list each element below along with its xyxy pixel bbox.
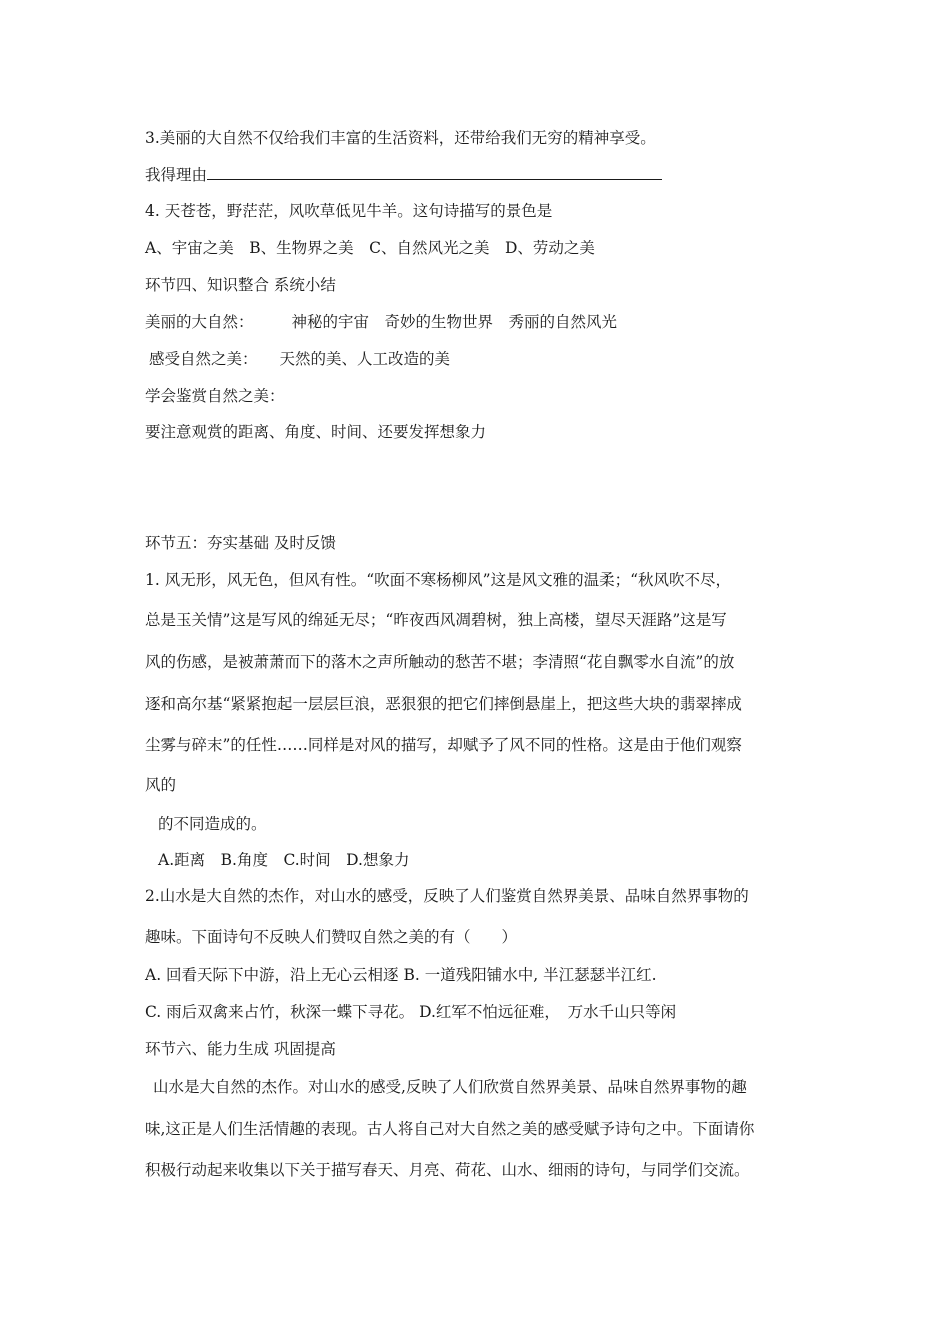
s6-line: 积极行动起来收集以下关于描写春天、月亮、荷花、山水、细雨的诗句，与同学们交流。: [145, 1161, 750, 1179]
summary-line-3: 学会鉴赏自然之美：: [145, 387, 285, 405]
summary-line-2: [149, 349, 450, 369]
q1-line: 风的: [145, 776, 177, 794]
q1-line: 1. 风无形，风无色，但风有性。“吹面不寒杨柳风”这是风文雅的温柔；“秋风吹不尽，: [145, 571, 731, 589]
question-4-options: A、宇宙之美 B、生物界之美 C、自然风光之美 D、劳动之美: [145, 239, 595, 257]
q1-line: 风的伤感，是被萧萧而下的落木之声所触动的愁苦不堪；李清照“花自飘零水自流”的放: [145, 653, 735, 671]
s6-line: 味,这正是人们生活情趣的表现。古人将自己对大自然之美的感受赋予诗句之中。下面请你: [145, 1120, 755, 1138]
summary-label-2: 感受自然之美：: [149, 350, 258, 368]
section-4-heading: 环节四、知识整合 系统小结: [145, 276, 336, 294]
s6-line: 山水是大自然的杰作。对山水的感受,反映了人们欣赏自然界美景、品味自然界事物的趣: [153, 1078, 747, 1096]
q1-options: A.距离 B.角度 C.时间 D.想象力: [158, 851, 410, 869]
summary-line-1: [145, 312, 617, 332]
section-5-heading: 环节五：夯实基础 及时反馈: [145, 534, 336, 552]
q2-options-ab: A. 回看天际下中游，沿上无心云相逐 B. 一道残阳铺水中, 半江瑟瑟半江红.: [145, 966, 657, 984]
summary-value-1: 神秘的宇宙 奇妙的生物世界 秀丽的自然风光: [291, 313, 618, 331]
summary-label-1: 美丽的大自然：: [145, 313, 254, 331]
q1-line: 总是玉关情”这是写风的绵延无尽；“昨夜西风凋碧树，独上高楼，望尽天涯路”这是写: [145, 611, 727, 629]
answer-blank[interactable]: [207, 165, 662, 180]
q2-line: 2.山水是大自然的杰作，对山水的感受，反映了人们鉴赏自然界美景、品味自然界事物的: [145, 887, 749, 905]
summary-value-2: 天然的美、人工改造的美: [279, 350, 451, 368]
summary-line-4: 要注意观赏的距离、角度、时间、还要发挥想象力: [145, 423, 487, 441]
section-6-heading: 环节六、能力生成 巩固提高: [145, 1040, 336, 1058]
q1-line: 逐和高尔基“紧紧抱起一层层巨浪，恶狠狠的把它们摔倒悬崖上，把这些大块的翡翠摔成: [145, 695, 742, 713]
q1-line: 的不同造成的。: [158, 815, 267, 833]
q2-line: 趣味。下面诗句不反映人们赞叹自然之美的有（ ）: [145, 928, 518, 946]
question-3: 3.美丽的大自然不仅给我们丰富的生活资料，还带给我们无穷的精神享受。: [145, 129, 656, 147]
q1-line: 尘雾与碎末”的任性……同样是对风的描写，却赋予了风不同的性格。这是由于他们观察: [145, 736, 742, 754]
question-3-reason: [145, 165, 662, 185]
reason-label: 我得理由: [145, 166, 208, 184]
question-4: 4. 天苍苍，野茫茫，风吹草低见牛羊。这句诗描写的景色是: [145, 202, 553, 220]
q2-options-cd: C. 雨后双禽来占竹，秋深一蝶下寻花。 D.红军不怕远征难， 万水千山只等闲: [145, 1003, 677, 1021]
